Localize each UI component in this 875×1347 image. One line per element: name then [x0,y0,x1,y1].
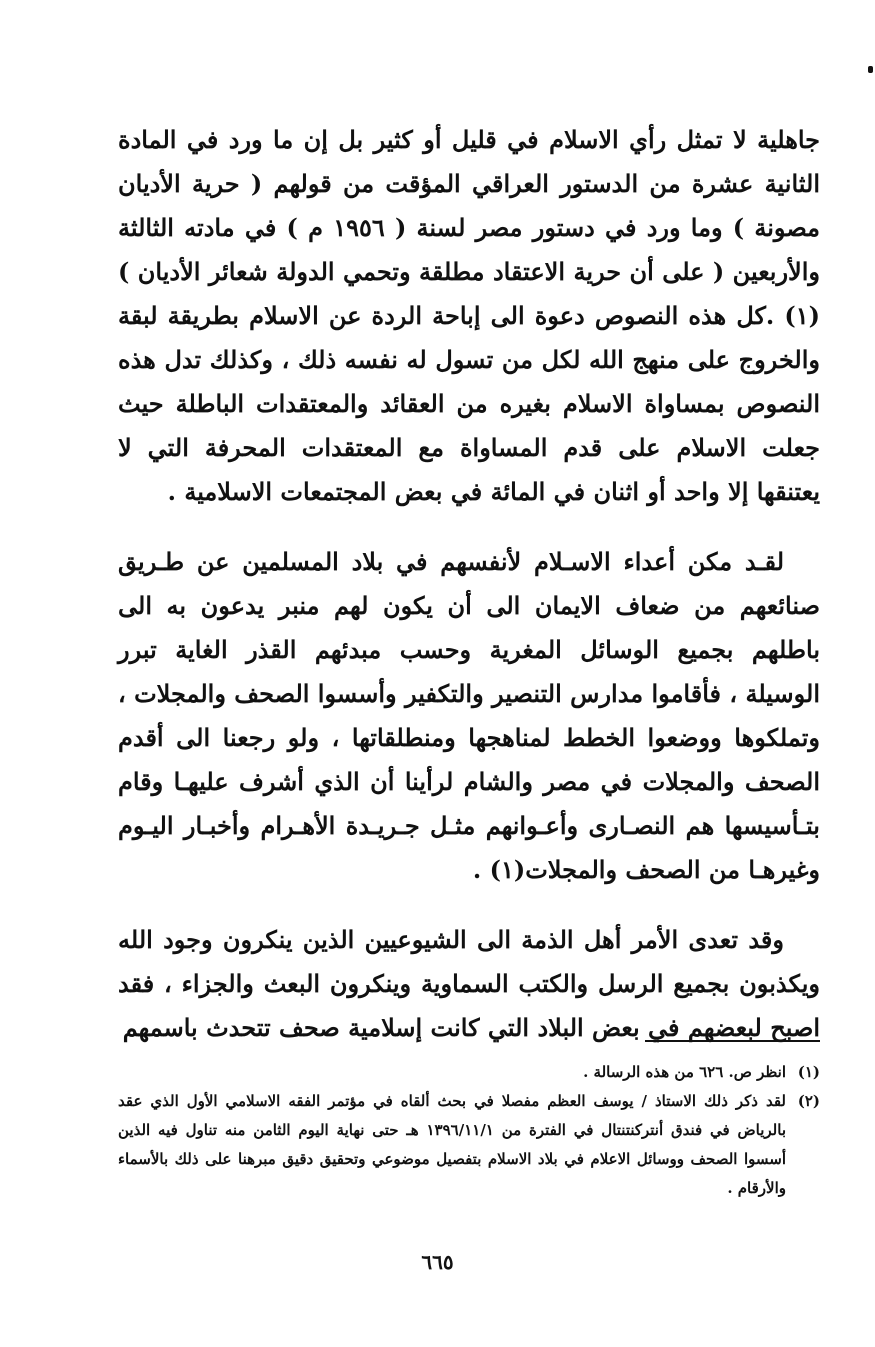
footnote-1-text: انظر ص. ٦٢٦ من هذه الرسالة . [583,1063,786,1081]
footnote-1 [118,1058,820,1087]
footnote-1-number: (١) [797,1063,820,1081]
scan-artifact-dot [868,66,873,73]
paragraph-1: جاهلية لا تمثل رأي الاسلام في قليل أو كثير بل إن ما ورد في المادة الثانية عشرة من الدستور العراقي المؤقت من قولهم ( حرية الأديان مصونة ) وما ورد في دستور مصر لسنة ( ١٩٥٦ م ) في مادته الثالثة والأربعين ( على أن حرية الاعتقاد مطلقة وتحمي الدولة شعائر الأديان )(١) .كل هذه النصوص دعوة الى إباحة الردة عن الاسلام بطريقة لبقة والخروج على منهج الله لكل من تسول له نفسه ذلك ، وكذلك تدل هذه النصوص بمساواة الاسلام بغيره من العقائد والمعتقدات الباطلة حيث جعلت الاسلام على قدم المساواة مع المعتقدات المحرفة التي لا يعتنقها إلا واحد أو اثنان في المائة في بعض المجتمعات الاسلامية . [118,125,821,506]
footnote-2 [118,1087,820,1203]
page-number: ٦٦٥ [421,1250,454,1274]
paragraph-2: لقـد مكن أعداء الاسـلام لأنفسهم في بلاد المسلمين عن طـريق صنائعهم من ضعاف الايمان الى أن يكون لهم منبر يدعون به الى باطلهم بجميع الوسائل المغرية وحسب مبدئهم القذر الغاية تبرر الوسيلة ، فأقاموا مدارس التنصير والتكفير وأسسوا الصحف والمجلات ، وتملكوها ووضعوا الخطط لمناهجها ومنطلقاتها ، ولو رجعنا الى أقدم الصحف والمجلات في مصر والشام لرأينا أن الذي أشرف عليهـا وقام بتـأسيسها هم النصـارى وأعـوانهم مثـل جـريـدة الأهـرام وأخبـار اليـوم وغيرهـا من الصحف والمجلات(١) . [117,547,820,884]
footnote-2-text: لقد ذكر ذلك الاستاذ / يوسف العظم مفصلا في بحث ألقاه في مؤتمر الفقه الاسلامي الأول الذي عقد بالرياض في فندق أنتركنتنتال في الفترة من ١٣٩٦/١١/١ هـ حتى نهاية اليوم الثامن منه تناول فيه الذين أسسوا الصحف ووسائل الاعلام في بلاد الاسلام بتفصيل موضوعي وتحقيق دقيق مبرهنا على ذلك بالأسماء والأرقام . [118,1092,786,1197]
main-text [118,118,820,1076]
footnotes [118,1058,820,1203]
paragraph-3: وقد تعدى الأمر أهل الذمة الى الشيوعيين الذين ينكرون وجود الله ويكذبون بجميع الرسل والكتب السماوية وينكرون البعث والجزاء ، فقد اصبح لبعضهم في بعض البلاد التي كانت إسلامية صحف تتحدث باسمهم [118,925,820,1042]
footnote-separator [645,1040,820,1042]
footnote-2-number: (٢) [797,1092,820,1110]
